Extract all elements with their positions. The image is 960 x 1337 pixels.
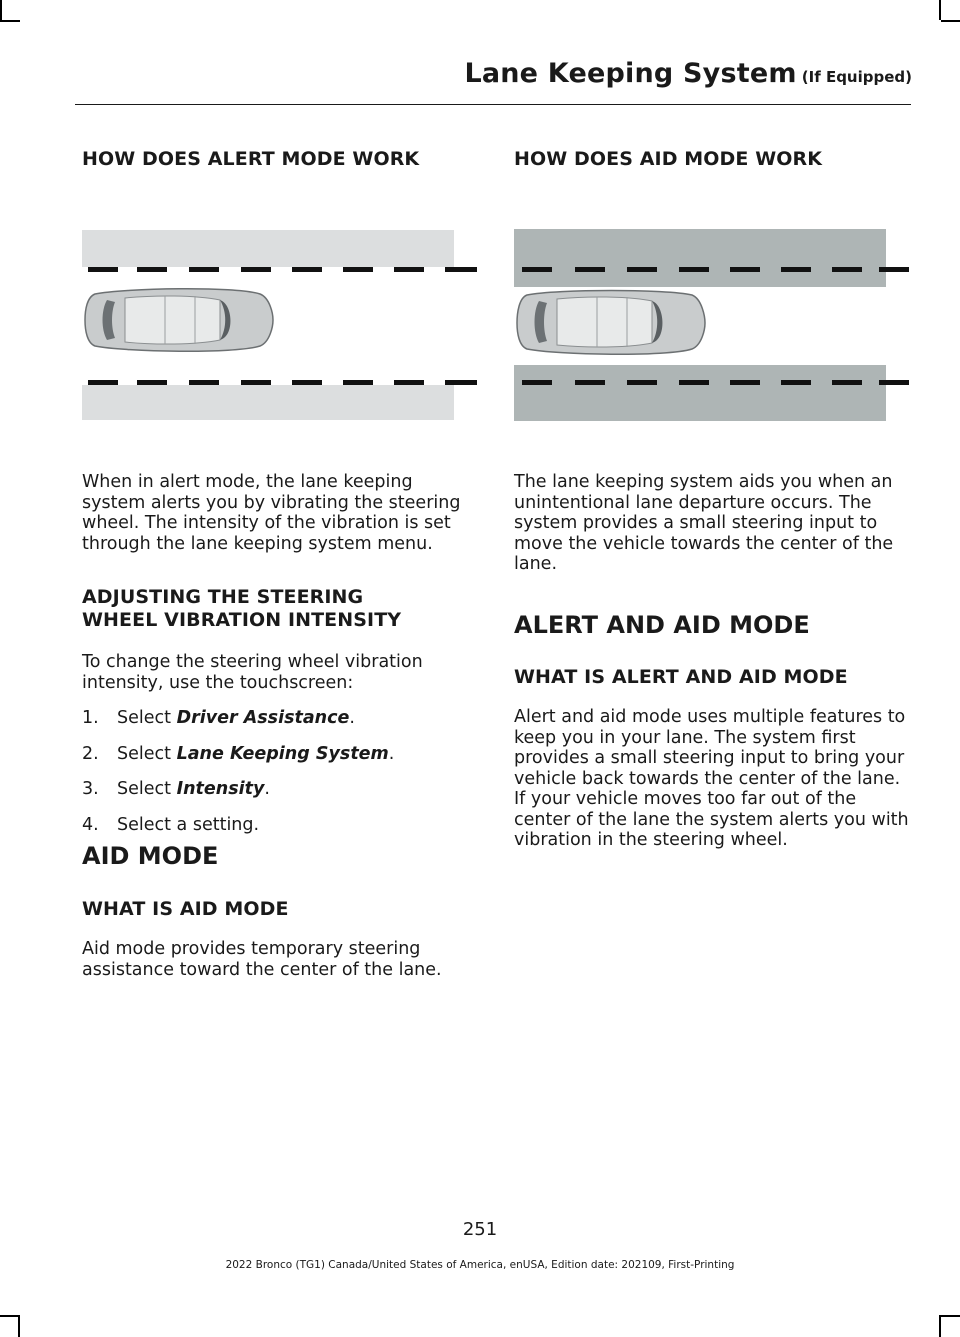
crop-mark <box>941 20 960 22</box>
shoulder-top <box>514 229 886 287</box>
alert-mode-illustration <box>82 230 477 420</box>
crop-mark <box>0 20 20 22</box>
left-column <box>82 148 477 171</box>
lane-marking-top <box>88 267 477 272</box>
alert-mode-text: When in alert mode, the lane keeping system alerts you by vibrating the steering wheel. The intensity of the vibration is set through the lane keeping system menu. <box>82 472 461 554</box>
footer-text: 2022 Bronco (TG1) Canada/United States of America, enUSA, Edition date: 202109, First-Printing <box>225 1259 735 1271</box>
list-item: 1. Select Driver Assistance. <box>82 708 355 728</box>
adjust-text: To change the steering wheel vibration intensity, use the touchscreen: <box>82 652 423 693</box>
page-subtitle: (If Equipped) <box>801 68 912 86</box>
what-is-alert-aid-text: Alert and aid mode uses multiple features to keep you in your lane. The system first provides a small steering input to bring your vehicle back towards the center of the lane. If your vehicle moves too far out of the center of the lane the system alerts you with vibration in the steering wheel. <box>514 707 909 850</box>
page-title: Lane Keeping System <box>464 58 797 89</box>
crop-mark <box>939 1315 960 1317</box>
list-item: 4. Select a setting. <box>82 814 260 835</box>
car-icon <box>517 291 705 355</box>
lane-marking-bottom <box>88 380 477 385</box>
adjust-heading <box>82 586 477 632</box>
aid-mode-illustration <box>514 229 909 421</box>
page-number: 251 <box>462 1219 498 1240</box>
left-body-1 <box>82 472 477 554</box>
aid-mode-how-heading: HOW DOES AID MODE WORK <box>514 148 823 170</box>
steps-list <box>82 708 477 835</box>
car-icon <box>85 289 273 352</box>
header-rule <box>75 104 911 105</box>
alert-mode-heading: HOW DOES ALERT MODE WORK <box>82 148 420 170</box>
shoulder-top <box>82 230 454 267</box>
list-item: 2. Select Lane Keeping System. <box>82 743 395 764</box>
what-is-aid-mode-heading: WHAT IS AID MODE <box>82 898 289 920</box>
list-item: 3. Select Intensity. <box>82 779 270 799</box>
right-column <box>514 148 909 171</box>
page-header <box>0 58 912 89</box>
adjust-section <box>82 586 477 850</box>
adjust-heading-line-1: ADJUSTING THE STEERING <box>82 586 364 608</box>
crop-mark <box>939 1317 941 1337</box>
what-is-alert-aid-heading: WHAT IS ALERT AND AID MODE <box>514 666 848 688</box>
alert-aid-heading: ALERT AND AID MODE <box>514 611 810 639</box>
aid-mode-section <box>82 842 477 980</box>
crop-mark <box>18 1317 20 1337</box>
what-is-aid-mode-text: Aid mode provides temporary steering assistance toward the center of the lane. <box>82 939 442 980</box>
aid-mode-how-text: The lane keeping system aids you when an unintentional lane departure occurs. The system provides a small steering input to move the vehicle towards the center of the lane. <box>514 472 894 574</box>
aid-mode-heading: AID MODE <box>82 842 219 870</box>
shoulder-bottom <box>82 385 454 420</box>
shoulder-bottom <box>514 365 886 421</box>
adjust-heading-line-2: WHEEL VIBRATION INTENSITY <box>82 609 402 631</box>
alert-aid-section <box>514 611 909 851</box>
crop-mark <box>0 0 2 20</box>
crop-mark <box>939 0 941 20</box>
crop-mark <box>0 1315 20 1317</box>
right-body-1 <box>514 472 909 575</box>
